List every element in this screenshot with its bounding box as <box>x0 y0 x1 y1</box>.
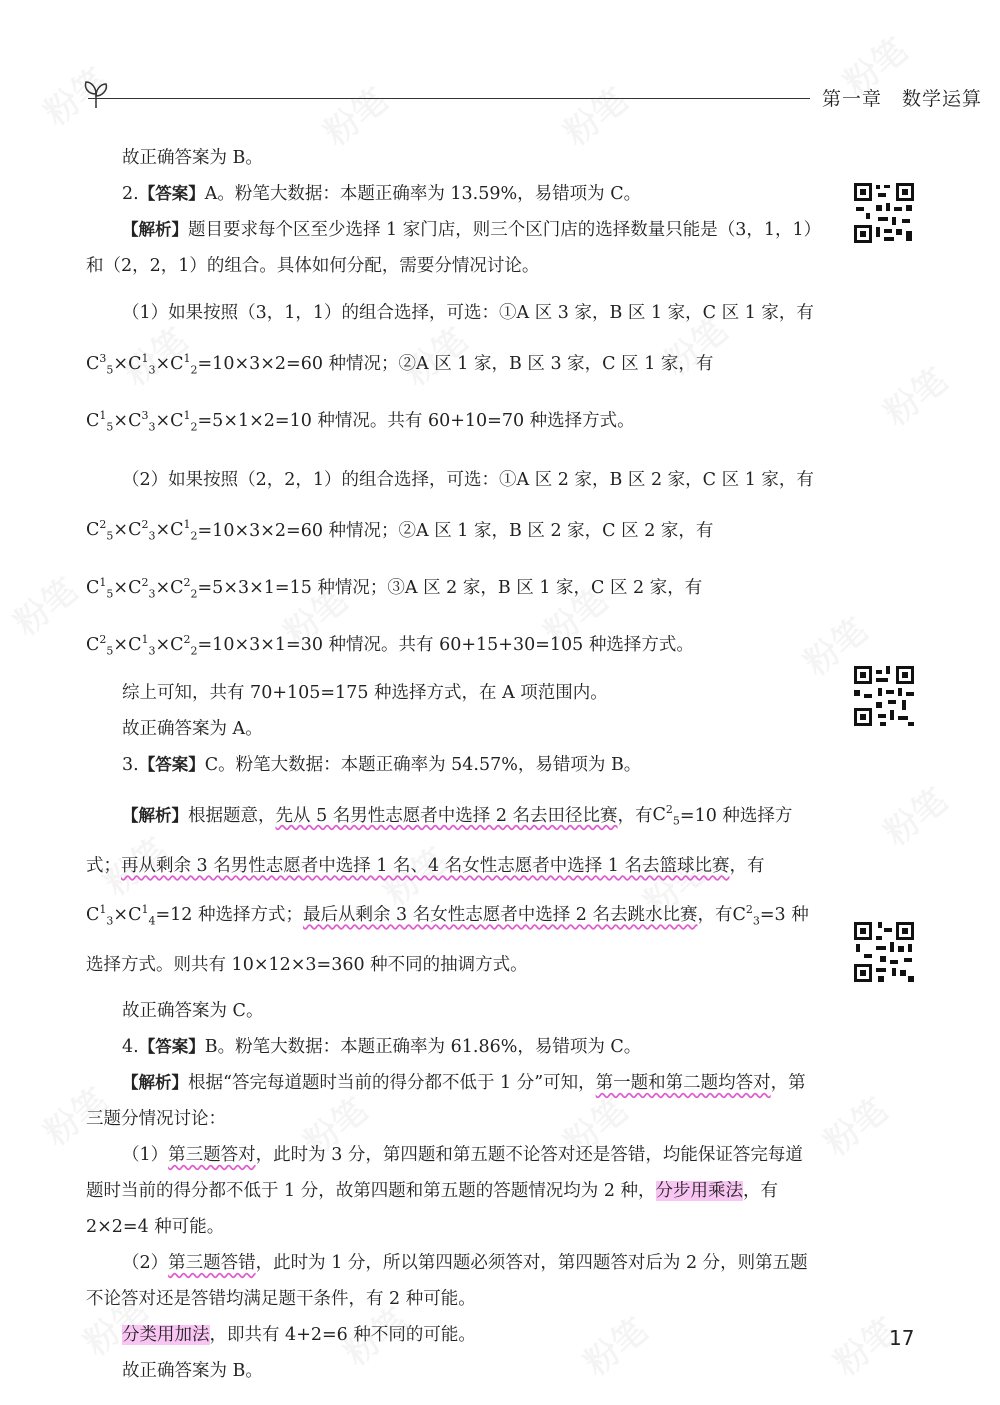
analysis-text: 根据“答完每道题时当前的得分都不低于 1 分”可知， <box>188 1073 596 1094</box>
analysis-text: ，有 <box>617 805 653 826</box>
analysis-text: ，有 <box>729 855 765 876</box>
combination-expr: $C^2_3$ <box>732 902 760 928</box>
question-number: 4. <box>122 1037 139 1058</box>
analysis-text: =3 种选择方式。则共有 10×12×3=360 种不同的抽调方式。 <box>86 904 809 976</box>
q3-answer <box>86 747 816 783</box>
page-header <box>70 78 983 118</box>
page-number: 17 <box>889 1326 915 1350</box>
q4-case-2 <box>86 1245 816 1317</box>
watermark <box>812 1084 896 1164</box>
case-text: ，有 2×2=4 种可能。 <box>86 1181 779 1238</box>
sprout-icon <box>78 78 114 114</box>
case-text: =5×3×1=15 种情况；③A 区 2 家，B 区 1 家，C 区 2 家，有 <box>197 577 703 598</box>
header-rule <box>88 98 810 99</box>
case-text: =5×1×2=10 种情况。共有 60+10=70 种选择方式。 <box>197 411 635 432</box>
case-text: （1）如果按照（3，1，1）的组合选择，可选：①A 区 3 家，B 区 1 家，C 区 1 家，有 <box>122 303 814 323</box>
analysis-text: =10 种选择方式； <box>86 805 793 876</box>
question-number: 2. <box>122 184 139 204</box>
combination-expr: $C^3_5\times C^1_3\times C^1_2$ <box>86 352 198 377</box>
analysis-text: ，第三题分情况讨论： <box>86 1073 806 1130</box>
q4-summary <box>86 1317 816 1353</box>
watermark <box>872 774 956 854</box>
case-text: （2）如果按照（2，2，1）的组合选择，可选：①A 区 2 家，B 区 2 家，C 区 1 家，有 <box>122 469 814 490</box>
qr-code-icon <box>852 181 916 245</box>
final-answer: 故正确答案为 A。 <box>122 718 263 739</box>
question-number: 3. <box>122 754 139 775</box>
analysis-text: =12 种选择方式； <box>155 904 303 925</box>
underlined-text: 第一题和第二题均答对 <box>595 1073 771 1094</box>
underlined-text: 第三题答对 <box>168 1145 256 1166</box>
analysis-tag: 【解析】 <box>122 220 188 239</box>
analysis-tag: 【解析】 <box>122 1073 188 1093</box>
answer-tag: 【答案】 <box>138 754 205 774</box>
answer-tag: 【答案】 <box>138 1037 205 1057</box>
final-answer: 故正确答案为 C。 <box>122 1001 264 1022</box>
case-text: =10×3×2=60 种情况；②A 区 1 家，B 区 3 家，C 区 1 家，有 <box>197 353 714 374</box>
answer-content <box>86 140 816 1389</box>
q4-analysis <box>86 1065 816 1137</box>
underlined-text: 再从剩余 3 名男性志愿者中选择 1 名、4 名女性志愿者中选择 1 名去篮球比赛 <box>121 855 730 876</box>
analysis-tag: 【解析】 <box>122 805 188 825</box>
underlined-text: 最后从剩余 3 名女性志愿者中选择 2 名去跳水比赛 <box>302 904 698 925</box>
q2-summary: 综上可知，共有 70+105=175 种选择方式，在 A 项范围内。 <box>122 682 608 703</box>
summary-text: ，即共有 4+2=6 种不同的可能。 <box>209 1325 476 1346</box>
underlined-text: 第三题答错 <box>168 1253 256 1274</box>
combination-expr: $C^1_5\times C^2_3\times C^2_2$ <box>86 575 198 601</box>
q2-case-1 <box>86 290 816 451</box>
analysis-text: 根据题意， <box>188 805 276 826</box>
underlined-text: 先从 5 名男性志愿者中选择 2 名去田径比赛 <box>275 805 618 826</box>
q2-case-2 <box>86 457 816 675</box>
q4-case-1 <box>86 1137 816 1245</box>
q4-answer <box>86 1029 816 1065</box>
watermark <box>2 564 86 644</box>
combination-expr: $C^2_5$ <box>652 803 680 828</box>
highlighted-text: 分步用乘法 <box>655 1181 744 1202</box>
chapter-title: 第一章 数学运算 <box>822 88 983 110</box>
analysis-text: ，有 <box>697 904 733 925</box>
case-text: ，此时为 3 分，第四题和第五题不论答对还是答错，均能保证答完每道题时当前的得分都不低于 1 分，故第四题和第五题的答题情况均为 2 种， <box>86 1145 803 1202</box>
case-text: （1） <box>122 1145 169 1166</box>
qr-code-icon <box>852 920 916 984</box>
watermark <box>872 354 956 434</box>
answer-text: A。粉笔大数据：本题正确率为 13.59%，易错项为 C。 <box>204 184 642 204</box>
answer-text: C。粉笔大数据：本题正确率为 54.57%，易错项为 B。 <box>204 754 642 775</box>
q2-analysis <box>86 212 816 284</box>
case-text: （2） <box>122 1253 169 1274</box>
answer-text: B。粉笔大数据：本题正确率为 61.86%，易错项为 C。 <box>204 1037 642 1058</box>
q3-analysis <box>86 789 816 988</box>
qr-code-icon <box>852 664 916 728</box>
combination-expr: $C^2_5\times C^1_3\times C^2_2$ <box>86 633 198 658</box>
highlighted-text: 分类用加法 <box>122 1325 210 1346</box>
answer-tag: 【答案】 <box>138 184 205 203</box>
case-text: =10×3×1=30 种情况。共有 60+15+30=105 种选择方式。 <box>197 635 694 656</box>
combination-expr: $C^2_5\times C^2_3\times C^1_2$ <box>86 518 198 543</box>
q2-answer <box>86 176 816 212</box>
combination-expr: $C^1_5\times C^3_3\times C^1_2$ <box>86 409 198 434</box>
case-text: ，此时为 1 分，所以第四题必须答对，第四题答对后为 2 分，则第五题不论答对还是答错均满足题干条件，有 2 种可能。 <box>86 1253 808 1310</box>
case-text: =10×3×2=60 种情况；②A 区 1 家，B 区 2 家，C 区 2 家，有 <box>197 520 714 541</box>
final-answer: 故正确答案为 B。 <box>122 148 263 168</box>
final-answer: 故正确答案为 B。 <box>122 1361 263 1382</box>
combination-expr: $C^1_3\times C^1_4$ <box>86 902 156 928</box>
analysis-text: 题目要求每个区至少选择 1 家门店，则三个区门店的选择数量只能是（3，1，1）和（2，2，1）的组合。具体如何分配，需要分情况讨论。 <box>86 220 813 276</box>
